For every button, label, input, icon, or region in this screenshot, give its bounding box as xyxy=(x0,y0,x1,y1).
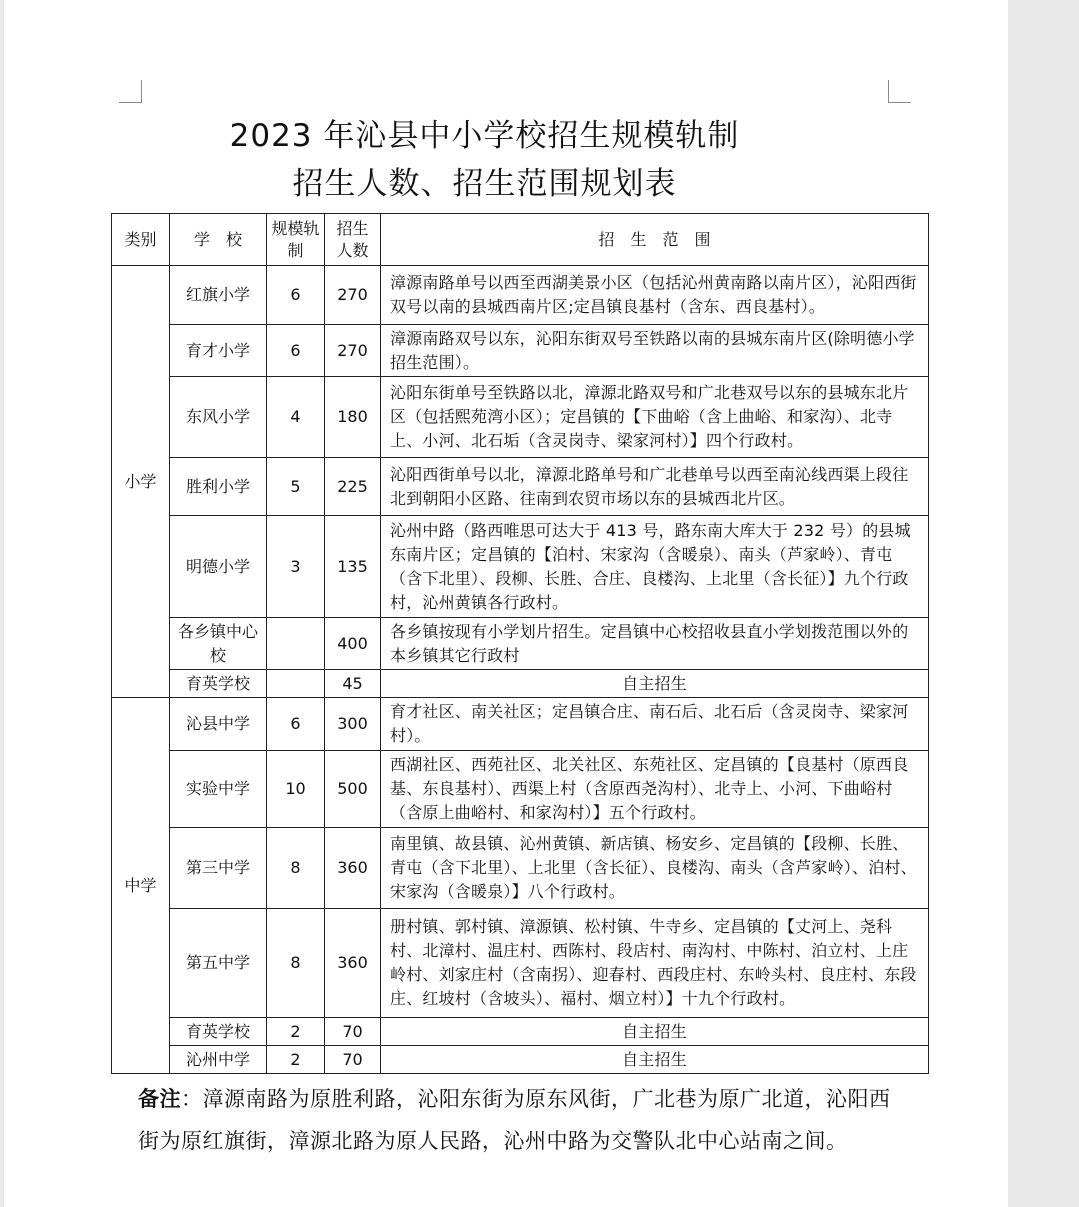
scale-cell: 4 xyxy=(267,377,325,458)
table-row xyxy=(112,751,929,828)
table-row xyxy=(112,1018,929,1046)
table-row xyxy=(112,325,929,377)
scale-cell: 2 xyxy=(267,1046,325,1074)
title-line-2: 招生人数、招生范围规划表 xyxy=(292,166,677,202)
school-cell: 第三中学 xyxy=(170,828,267,909)
count-cell: 70 xyxy=(325,1018,381,1046)
scale-cell: 6 xyxy=(267,266,325,325)
school-cell: 第五中学 xyxy=(170,909,267,1018)
school-cell: 明德小学 xyxy=(170,516,267,618)
range-cell: 沁州中路（路西唯思可达大于 413 号，路东南大库大于 232 号）的县城东南片区；定昌镇的【泊村、宋家沟（含暖泉）、南头（芦家岭）、青屯（含下北里）、段柳、长胜、合庄、良楼沟、上北里（含长征）】九个行政村，沁州黄镇各行政村。 xyxy=(381,516,929,618)
crop-mark-left xyxy=(119,80,142,103)
footnote-label: 备注 xyxy=(138,1087,181,1111)
title-line-1: 2023 年沁县中小学校招生规模轨制 xyxy=(229,118,740,154)
school-cell: 育英学校 xyxy=(170,670,267,698)
table-row xyxy=(112,618,929,670)
range-cell: 南里镇、故县镇、沁州黄镇、新店镇、杨安乡、定昌镇的【段柳、长胜、青屯（含下北里）、上北里（含长征）、良楼沟、南头（含芦家岭）、泊村、宋家沟（含暖泉）】八个行政村。 xyxy=(381,828,929,909)
school-cell: 育才小学 xyxy=(170,325,267,377)
range-cell: 沁阳东街单号至铁路以北，漳源北路双号和广北巷双号以东的县城东北片区（包括熙苑湾小区）；定昌镇的【下曲峪（含上曲峪、和家沟）、北寺上、小河、北石垢（含灵岗寺、梁家河村）】四个行政村。 xyxy=(381,377,929,458)
scale-cell: 6 xyxy=(267,325,325,377)
table-row xyxy=(112,516,929,618)
school-cell: 沁县中学 xyxy=(170,698,267,751)
scale-cell xyxy=(267,618,325,670)
footnote xyxy=(138,1078,898,1162)
school-cell: 东风小学 xyxy=(170,377,267,458)
table-row xyxy=(112,670,929,698)
table-row xyxy=(112,909,929,1018)
range-cell: 册村镇、郭村镇、漳源镇、松村镇、牛寺乡、定昌镇的【丈河上、尧科村、北漳村、温庄村、西陈村、段店村、南沟村、中陈村、泊立村、上庄岭村、刘家庄村（含南拐）、迎春村、西段庄村、东岭头村、良庄村、东段庄、红坡村（含坡头）、福村、烟立村）】十九个行政村。 xyxy=(381,909,929,1018)
count-cell: 135 xyxy=(325,516,381,618)
range-cell: 沁阳西街单号以北，漳源北路单号和广北巷单号以西至南沁线西渠上段往北到朝阳小区路、往南到农贸市场以东的县城西北片区。 xyxy=(381,458,929,516)
count-cell: 300 xyxy=(325,698,381,751)
count-cell: 270 xyxy=(325,266,381,325)
header-range: 招 生 范 围 xyxy=(381,214,929,266)
crop-mark-right xyxy=(888,80,911,103)
table-row xyxy=(112,828,929,909)
count-cell: 225 xyxy=(325,458,381,516)
scale-cell xyxy=(267,670,325,698)
range-cell: 自主招生 xyxy=(381,1018,929,1046)
header-scale: 规模轨制 xyxy=(267,214,325,266)
range-cell: 漳源南路双号以东，沁阳东街双号至铁路以南的县城东南片区(除明德小学招生范围）。 xyxy=(381,325,929,377)
range-cell: 自主招生 xyxy=(381,670,929,698)
category-primary: 小学 xyxy=(112,266,170,698)
scale-cell: 8 xyxy=(267,909,325,1018)
school-cell: 实验中学 xyxy=(170,751,267,828)
range-cell: 各乡镇按现有小学划片招生。定昌镇中心校招收县直小学划拨范围以外的本乡镇其它行政村 xyxy=(381,618,929,670)
table-row xyxy=(112,698,929,751)
category-middle: 中学 xyxy=(112,698,170,1074)
count-cell: 360 xyxy=(325,828,381,909)
range-cell: 育才社区、南关社区；定昌镇合庄、南石后、北石后（含灵岗寺、梁家河村）。 xyxy=(381,698,929,751)
header-count: 招生人数 xyxy=(325,214,381,266)
header-row xyxy=(112,214,929,266)
enrollment-plan-table xyxy=(111,213,929,1074)
range-cell: 漳源南路单号以西至西湖美景小区（包括沁州黄南路以南片区），沁阳西街双号以南的县城西南片区;定昌镇良基村（含东、西良基村）。 xyxy=(381,266,929,325)
count-cell: 45 xyxy=(325,670,381,698)
school-cell: 沁州中学 xyxy=(170,1046,267,1074)
header-category: 类别 xyxy=(112,214,170,266)
scale-cell: 6 xyxy=(267,698,325,751)
footnote-text: ：漳源南路为原胜利路，沁阳东街为原东风街，广北巷为原广北道，沁阳西街为原红旗街，漳源北路为原人民路，沁州中路为交警队北中心站南之间。 xyxy=(138,1087,891,1153)
scale-cell: 5 xyxy=(267,458,325,516)
count-cell: 270 xyxy=(325,325,381,377)
school-cell: 红旗小学 xyxy=(170,266,267,325)
count-cell: 70 xyxy=(325,1046,381,1074)
header-school: 学 校 xyxy=(170,214,267,266)
scale-cell: 3 xyxy=(267,516,325,618)
school-cell: 胜利小学 xyxy=(170,458,267,516)
count-cell: 360 xyxy=(325,909,381,1018)
count-cell: 500 xyxy=(325,751,381,828)
table-row xyxy=(112,1046,929,1074)
count-cell: 180 xyxy=(325,377,381,458)
school-cell: 各乡镇中心校 xyxy=(170,618,267,670)
table-row xyxy=(112,377,929,458)
school-cell: 育英学校 xyxy=(170,1018,267,1046)
table-row xyxy=(112,266,929,325)
scale-cell: 10 xyxy=(267,751,325,828)
table-row xyxy=(112,458,929,516)
range-cell: 自主招生 xyxy=(381,1046,929,1074)
range-cell: 西湖社区、西苑社区、北关社区、东苑社区、定昌镇的【良基村（原西良基、东良基村）、西渠上村（含原西尧沟村）、北寺上、小河、下曲峪村（含原上曲峪村、和家沟村）】五个行政村。 xyxy=(381,751,929,828)
scale-cell: 2 xyxy=(267,1018,325,1046)
scale-cell: 8 xyxy=(267,828,325,909)
count-cell: 400 xyxy=(325,618,381,670)
